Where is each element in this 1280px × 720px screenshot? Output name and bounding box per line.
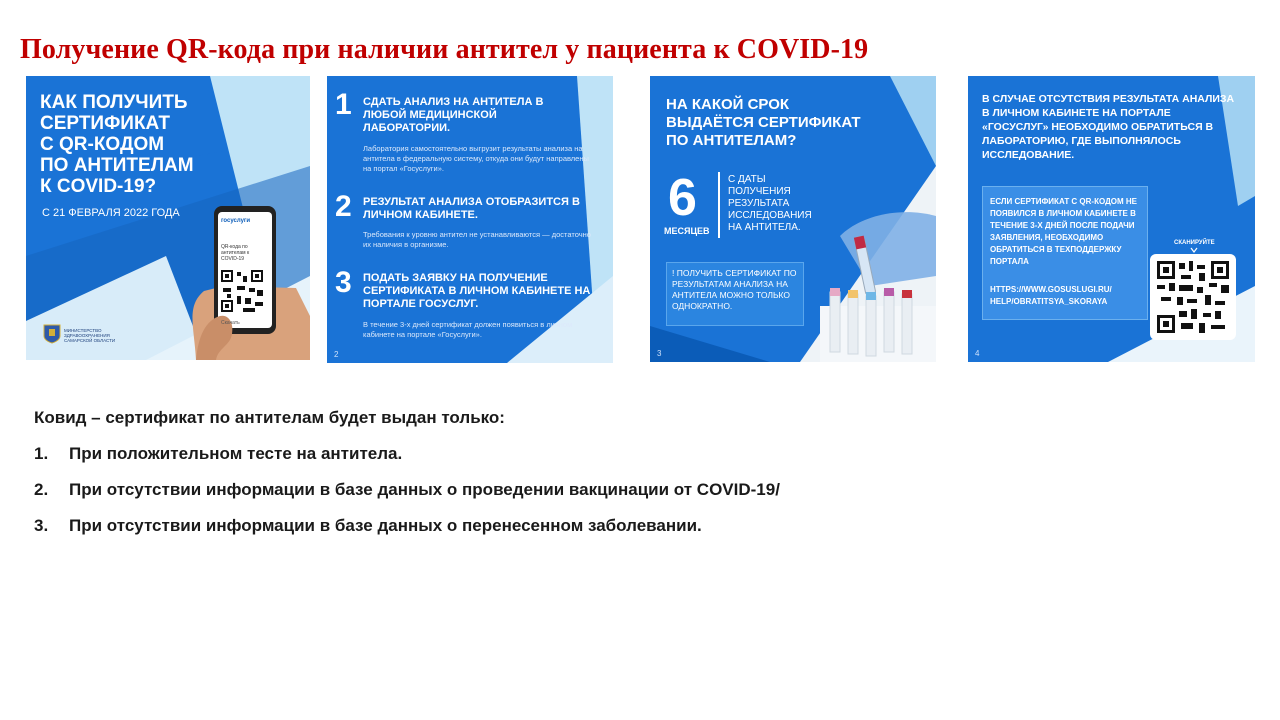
divider: [718, 172, 720, 238]
support-url-line[interactable]: HTTPS://WWW.GOSUSLUGI.RU/: [990, 285, 1112, 294]
ministry-emblem-icon: [43, 324, 61, 344]
phone-text: QR-кода по антителам к COVID-19: [221, 244, 250, 262]
since-text: [728, 174, 812, 234]
list-item-number: 3.: [34, 516, 49, 535]
step-1-title: СДАТЬ АНАЛИЗ НА АНТИТЕЛА В ЛЮБОЙ МЕДИЦИНСКОЙ ЛАБОРАТОРИИ.: [363, 96, 544, 134]
step-3-text: В течение 3-х дней сертификат должен появиться в личном кабинете на портале «Госуслуги».: [363, 320, 573, 339]
conditions-intro: Ковид – сертификат по антителам будет выдан только:: [34, 408, 505, 427]
card-3-heading-line: ВЫДАЁТСЯ СЕРТИФИКАТ: [666, 114, 861, 131]
list-item: [34, 508, 780, 544]
list-item-text: При положительном тесте на антитела.: [69, 444, 403, 463]
since-line: ПОЛУЧЕНИЯ: [728, 186, 791, 197]
since-line: С ДАТЫ: [728, 174, 766, 185]
support-url-line[interactable]: HELP/OBRATITSYA_SKORAYA: [990, 297, 1108, 306]
since-line: РЕЗУЛЬТАТА: [728, 198, 790, 209]
card-1-heading-line: К COVID-19?: [40, 176, 157, 197]
card-3-heading-line: ПО АНТИТЕЛАМ?: [666, 132, 797, 149]
step-2-title: РЕЗУЛЬТАТ АНАЛИЗА ОТОБРАЗИТСЯ В ЛИЧНОМ КАБИНЕТЕ.: [363, 196, 580, 221]
step-3-number: 3: [335, 266, 352, 299]
card-support: [968, 76, 1255, 362]
ministry-line: САМАРСКОЙ ОБЛАСТИ: [64, 338, 116, 343]
list-item-text: При отсутствии информации в базе данных о проведении вакцинации от COVID-19/: [69, 480, 780, 499]
card-3-heading: [666, 96, 861, 150]
scan-label: СКАНИРУЙТЕ: [1174, 240, 1215, 246]
list-item: [34, 472, 780, 508]
phone-download-button: Скачать: [221, 320, 240, 326]
card-1-heading-line: СЕРТИФИКАТ: [40, 113, 170, 134]
page-number: 2: [334, 350, 339, 359]
step-2-text: Требования к уровню антител не устанавливаются — достаточно их наличия в организме.: [363, 230, 591, 249]
note-text: ! ПОЛУЧИТЬ СЕРТИФИКАТ ПО РЕЗУЛЬТАТАМ АНАЛИЗА НА АНТИТЕЛА МОЖНО ТОЛЬКО ОДНОКРАТНО.: [672, 268, 797, 311]
qr-code-icon[interactable]: [1157, 261, 1229, 333]
support-url[interactable]: [990, 284, 1146, 308]
list-item-number: 1.: [34, 444, 49, 463]
card-duration: [650, 76, 936, 362]
since-line: ИССЛЕДОВАНИЯ: [728, 210, 812, 221]
ministry-line: ЗДРАВООХРАНЕНИЯ: [64, 333, 110, 338]
page-number: 4: [975, 349, 980, 358]
info-box-text: ЕСЛИ СЕРТИФИКАТ С QR-КОДОМ НЕ ПОЯВИЛСЯ В ЛИЧНОМ КАБИНЕТЕ В ТЕЧЕНИЕ 3-Х ДНЕЙ ПОСЛЕ ПОДАЧИ ЗАЯВЛЕНИЯ, НЕОБХОДИМО ОБРАТИТЬСЯ В ТЕХПОДДЕРЖКУ ПОРТАЛА: [990, 197, 1138, 266]
step-1-number: 1: [335, 88, 352, 121]
card-1-heading-line: КАК ПОЛУЧИТЬ: [40, 92, 188, 113]
list-item: [34, 436, 780, 472]
ministry-name: [64, 328, 115, 343]
slide-title: Получение QR-кода при наличии антител у пациента к COVID-19: [20, 34, 869, 65]
step-2-number: 2: [335, 190, 352, 223]
card-how-to-get: [26, 76, 310, 360]
card-steps: [327, 76, 613, 363]
step-3-title: ПОДАТЬ ЗАЯВКУ НА ПОЛУЧЕНИЕ СЕРТИФИКАТА В ЛИЧНОМ КАБИНЕТЕ НА ПОРТАЛЕ ГОСУСЛУГ.: [363, 272, 591, 310]
qr-code-icon: [219, 268, 265, 314]
card-1-date: С 21 ФЕВРАЛЯ 2022 ГОДА: [42, 207, 180, 219]
card-1-heading-line: С QR-КОДОМ: [40, 134, 165, 155]
card-1-heading: [40, 92, 194, 197]
months-label: МЕСЯЦЕВ: [664, 226, 710, 236]
ministry-line: МИНИСТЕРСТВО: [64, 328, 102, 333]
step-1-text: Лаборатория самостоятельно выгрузит результаты анализа на антитела в федеральную систему, откуда они будут направлены на портал «Госуслуги».: [363, 144, 589, 173]
list-item-number: 2.: [34, 480, 49, 499]
list-item-text: При отсутствии информации в базе данных о перенесенном заболевании.: [69, 516, 702, 535]
big-number: 6: [668, 169, 697, 227]
card-3-heading-line: НА КАКОЙ СРОК: [666, 96, 790, 113]
test-tubes-icon: [800, 196, 936, 362]
card-1-heading-line: ПО АНТИТЕЛАМ: [40, 155, 194, 176]
page-number: 3: [657, 349, 662, 358]
phone-brand: госуслуги: [221, 218, 251, 224]
since-line: НА АНТИТЕЛА.: [728, 222, 801, 233]
arrow-down-icon: [1190, 246, 1198, 254]
conditions-list: [34, 400, 780, 544]
card-4-heading: В СЛУЧАЕ ОТСУТСТВИЯ РЕЗУЛЬТАТА АНАЛИЗА В ЛИЧНОМ КАБИНЕТЕ НА ПОРТАЛЕ «ГОСУСЛУГ» НЕОБХОДИМО ОБРАТИТЬСЯ В ЛАБОРАТОРИЮ, ГДЕ ВЫПОЛНЯЛОСЬ ИССЛЕДОВАНИЕ.: [982, 93, 1235, 161]
